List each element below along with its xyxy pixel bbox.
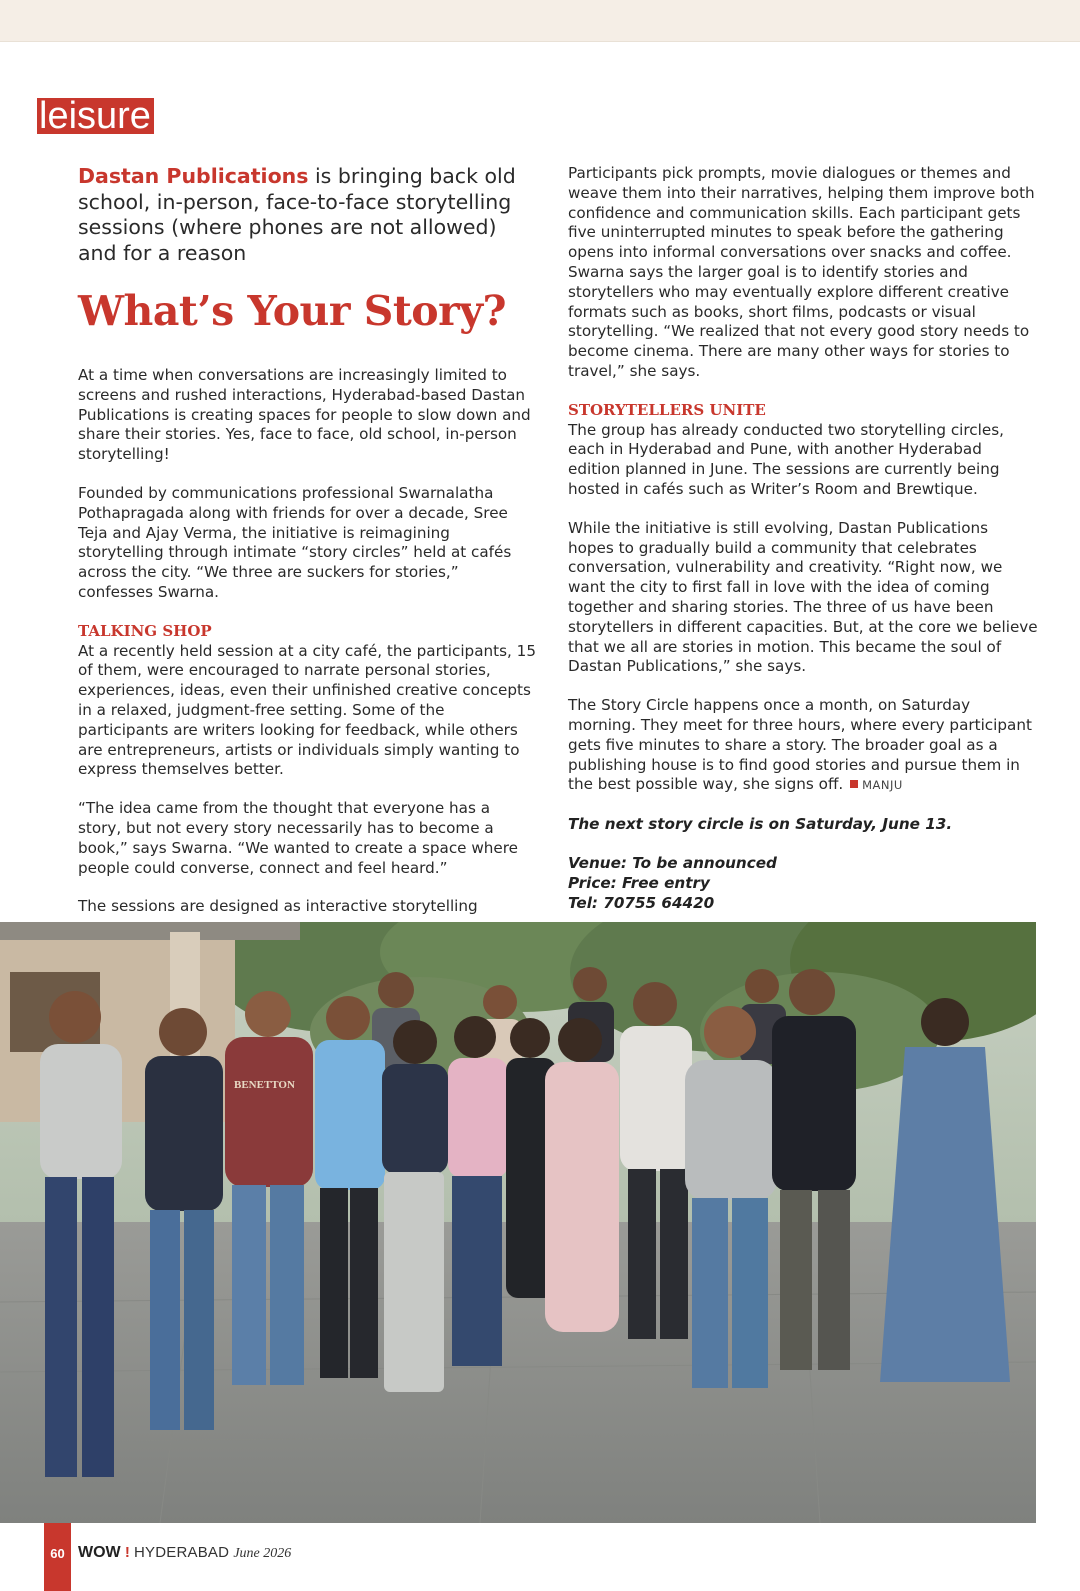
top-band bbox=[0, 0, 1080, 42]
left-paragraph-3: At a recently held session at a city café, the participants, 15 of them, were encouraged to narrate personal stories, experiences, ideas, even their unfinished creative concepts in a relaxed, judgment-free setting. Some of the participants are writers looking for feedback, while others are entrepreneurs, artists or individuals simply wanting to express themselves better. bbox=[78, 641, 536, 779]
footer-masthead bbox=[78, 1544, 291, 1562]
left-paragraph-5: The sessions are designed as interactive storytelling bbox=[78, 897, 478, 916]
right-paragraph-3: While the initiative is still evolving, Dastan Publications hopes to gradually build a community that celebrates conversation, vulnerability and creativity. “Right now, we want the city to first fall in love with the idea of coming together and sharing stories. The three of us have been storytellers in different capacities. But, at the core we believe that we all are stories in motion. This became the soul of Dastan Publications,” she says. bbox=[568, 518, 1038, 676]
section-tag: leisure bbox=[37, 98, 154, 134]
subhead-talking-shop: TALKING SHOP bbox=[78, 621, 212, 640]
page-number: 60 bbox=[50, 1546, 65, 1561]
left-paragraph-4: “The idea came from the thought that everyone has a story, but not every story necessarily has to become a book,” says Swarna. “We wanted to create a space where people could converse, connect and feel heard.” bbox=[78, 799, 518, 877]
group-photo bbox=[0, 922, 1036, 1523]
deck-publication: Dastan Publications bbox=[78, 164, 309, 188]
footer-date: June 2026 bbox=[233, 1546, 292, 1561]
footer-brand: WOW bbox=[78, 1544, 121, 1561]
subhead-storytellers-unite: STORYTELLERS UNITE bbox=[568, 400, 766, 419]
end-bullet-icon bbox=[850, 780, 858, 788]
footer bbox=[0, 1523, 1080, 1591]
footer-city: HYDERABAD bbox=[134, 1544, 230, 1561]
deck bbox=[78, 164, 536, 266]
venue-info: Venue: To be announced bbox=[568, 853, 777, 872]
right-paragraph-1: Participants pick prompts, movie dialogues or themes and weave them into their narratives, helping them improve both confidence and communication skills. Each participant gets five uninterrupted minutes to speak before the gathering opens into informal conversations over snacks and coffee. Swarna says the larger goal is to identify stories and storytellers who may eventually explore different creative formats such as books, short films, podcasts or visual storytelling. “We realized that not every good story needs to become cinema. There are many other ways for stories to travel,” she says. bbox=[568, 164, 1035, 380]
shirt-text: BENETTON bbox=[234, 1079, 295, 1091]
byline: MANJU bbox=[862, 778, 903, 793]
next-circle-info: The next story circle is on Saturday, June 13. bbox=[568, 815, 953, 834]
footer-exclaim: ! bbox=[124, 1544, 130, 1561]
tel-info: Tel: 70755 64420 bbox=[568, 893, 715, 912]
right-paragraph-4 bbox=[568, 696, 1038, 796]
left-column bbox=[78, 164, 536, 956]
left-paragraph-2: Founded by communications professional Swarnalatha Pothapragada along with friends for over a decade, Sree Teja and Ajay Verma, the initiative is reimagining storytelling through intimate “story circles” held at cafés across the city. “We three are suckers for stories,” confesses Swarna. bbox=[78, 483, 512, 601]
headline: What’s Your Story? bbox=[78, 287, 507, 335]
price-info: Price: Free entry bbox=[568, 873, 710, 892]
right-paragraph-2: The group has already conducted two storytelling circles, each in Hyderabad and Pune, with another Hyderabad edition planned in June. The sessions are currently being hosted in cafés such as Writer’s Room and Brewtique. bbox=[568, 420, 1004, 498]
group-photo-illustration bbox=[0, 922, 1036, 1523]
deck-text: is bringing back old school, in-person, face-to-face storytelling sessions (where phones are not allowed) and for a reason bbox=[78, 164, 516, 265]
right-column bbox=[568, 164, 1038, 913]
left-paragraph-1: At a time when conversations are increasingly limited to screens and rushed interactions, Hyderabad-based Dastan Publications is creating spaces for people to slow down and share their stories. Yes, face to face, old school, in-person storytelling! bbox=[78, 366, 531, 464]
closing-text: The Story Circle happens once a month, on Saturday morning. They meet for three hours, where every participant gets five minutes to share a story. The broader goal as a publishing house is to find good stories and pursue them in the best possible way, she signs off. bbox=[568, 696, 1032, 794]
